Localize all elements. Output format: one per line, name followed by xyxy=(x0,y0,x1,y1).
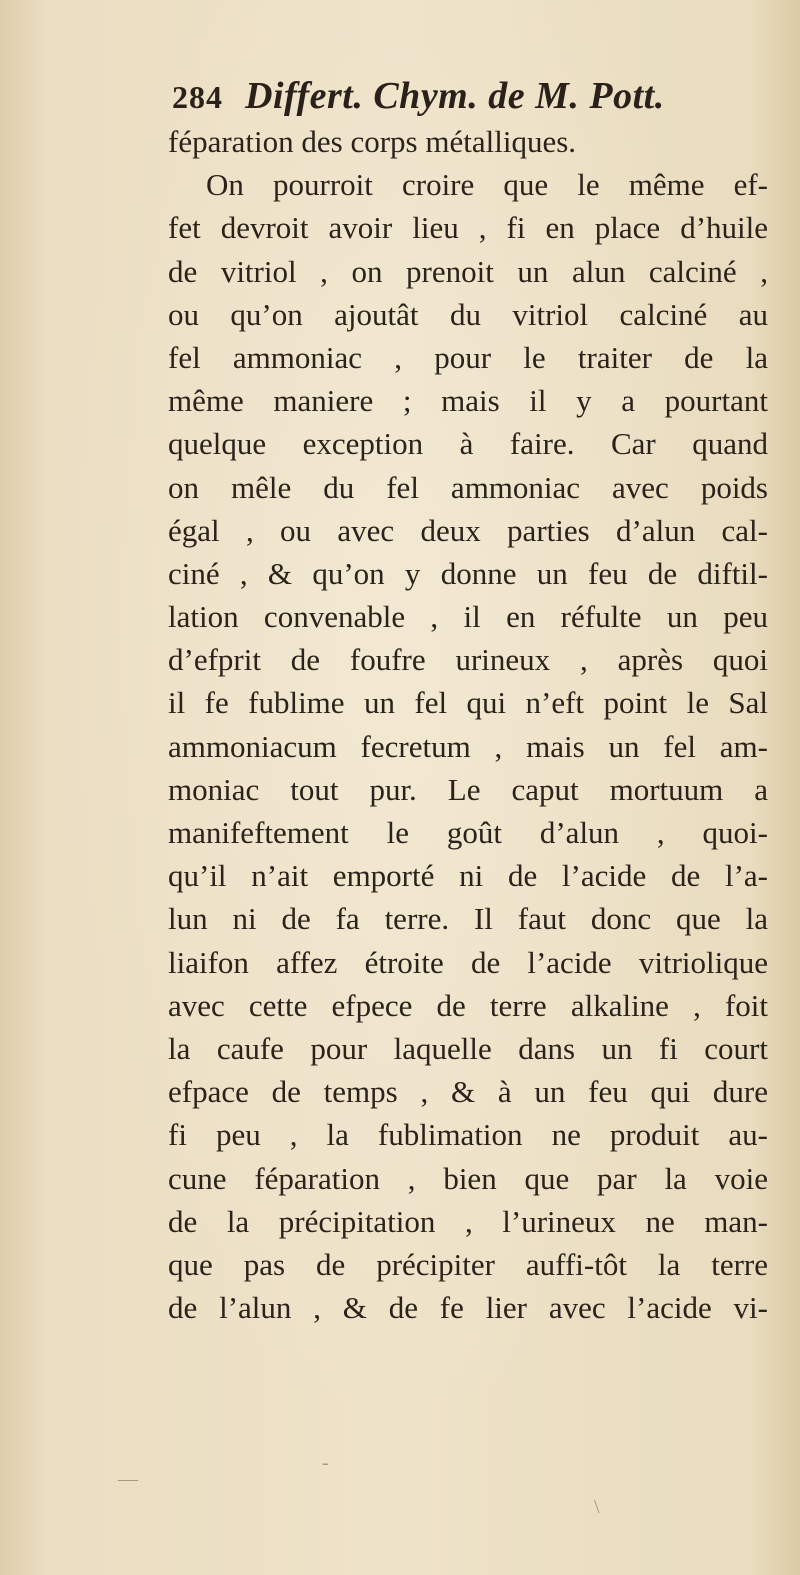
body-text xyxy=(168,120,768,1329)
text-line: on mêle du fel ammoniac avec poids xyxy=(168,469,768,505)
text-line: fet devroit avoir lieu , fi en place d’huile xyxy=(168,210,768,246)
text-line: fi peu , la fublimation ne produit au- xyxy=(168,1117,768,1153)
running-head xyxy=(172,74,665,118)
page-number: 284 xyxy=(172,79,223,115)
margin-mark: — xyxy=(118,1468,138,1490)
text-line: égal , ou avec deux parties d’alun cal- xyxy=(168,512,768,548)
text-line: ciné , & qu’on y donne un feu de diftil- xyxy=(168,555,768,591)
text-line: On pourroit croire que le même ef- xyxy=(206,167,768,203)
text-line: ammoniacum fecretum , mais un fel am- xyxy=(168,728,768,764)
text-line: liaifon affez étroite de l’acide vitriolique xyxy=(168,944,768,980)
text-line: quelque exception à faire. Car quand xyxy=(168,426,768,462)
text-line: fel ammoniac , pour le traiter de la xyxy=(168,339,768,375)
text-line: féparation des corps métalliques. xyxy=(168,124,577,159)
text-line: d’efprit de foufre urineux , après quoi xyxy=(168,642,768,678)
text-line: la caufe pour laquelle dans un fi court xyxy=(168,1030,768,1066)
text-line: de la précipitation , l’urineux ne man- xyxy=(168,1203,768,1239)
margin-mark: - xyxy=(322,1452,329,1474)
text-line: lation convenable , il en réfulte un peu xyxy=(168,599,768,635)
text-line: qu’il n’ait emporté ni de l’acide de l’a- xyxy=(168,858,768,894)
text-line: que pas de précipiter auffi-tôt la terre xyxy=(168,1246,768,1282)
text-line: de l’alun , & de fe lier avec l’acide vi- xyxy=(168,1290,768,1326)
margin-mark: \ xyxy=(594,1496,600,1518)
text-line: lun ni de fa terre. Il faut donc que la xyxy=(168,901,768,937)
text-line: de vitriol , on prenoit un alun calciné , xyxy=(168,253,768,289)
text-line: manifeftement le goût d’alun , quoi- xyxy=(168,815,768,850)
text-line: avec cette efpece de terre alkaline , foit xyxy=(168,987,768,1023)
running-title: Differt. Chym. de M. Pott. xyxy=(245,75,665,117)
text-line: il fe fublime un fel qui n’eft point le Sal xyxy=(168,685,768,721)
text-line: moniac tout pur. Le caput mortuum a xyxy=(168,771,768,807)
text-line: même maniere ; mais il y a pourtant xyxy=(168,383,768,419)
text-line: ou qu’on ajoutât du vitriol calciné au xyxy=(168,296,768,332)
text-line: cune féparation , bien que par la voie xyxy=(168,1160,768,1196)
text-line: efpace de temps , & à un feu qui dure xyxy=(168,1074,768,1110)
